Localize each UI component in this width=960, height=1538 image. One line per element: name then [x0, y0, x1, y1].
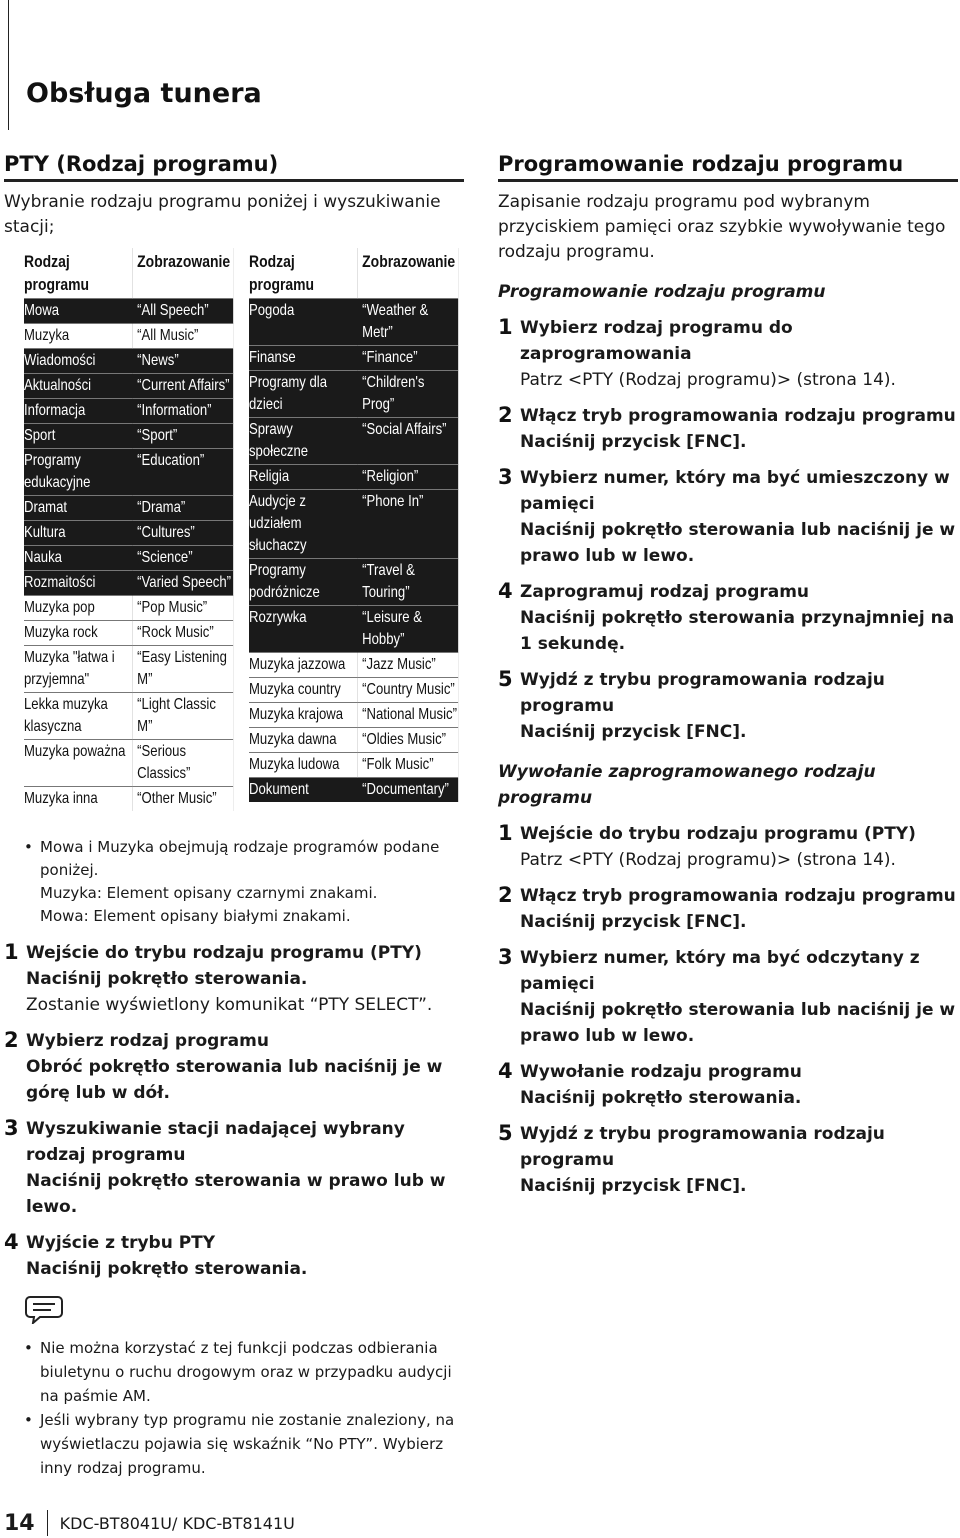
programming-heading: Programowanie rodzaju programu: [498, 152, 958, 182]
display-label-cell: “Weather & Metr”: [357, 299, 458, 346]
step-title: Wybierz rodzaj programu: [26, 1031, 269, 1051]
step-title: Wyjdź z trybu programowania rodzaju programu: [520, 670, 885, 716]
table-row: [24, 324, 233, 349]
step-number: 4: [498, 1059, 513, 1083]
step-action: Naciśnij pokrętło sterowania przynajmniej na 1 sekundę.: [520, 608, 955, 654]
program-type-cell: Sprawy społeczne: [249, 418, 357, 465]
table-row: [24, 496, 233, 521]
step-action: Naciśnij przycisk [FNC].: [520, 722, 747, 742]
table-row: [24, 596, 233, 621]
step-number: 5: [498, 667, 513, 691]
page-title: Obsługa tunera: [26, 78, 262, 109]
display-label-cell: “National Music”: [357, 703, 458, 728]
program-type-cell: Muzyka pop: [24, 596, 132, 621]
display-label-cell: “Science”: [132, 546, 233, 571]
program-type-cell: Kultura: [24, 521, 132, 546]
table-row: [249, 753, 458, 778]
step-item: [498, 403, 958, 455]
step-action: Naciśnij pokrętło sterowania lub naciśnij je w prawo lub w lewo.: [520, 520, 956, 566]
program-type-cell: Finanse: [249, 346, 357, 371]
step-item: [498, 945, 958, 1049]
program-type-cell: Rozmaitości: [24, 571, 132, 596]
display-label-cell: “Leisure & Hobby”: [357, 606, 458, 653]
step-item: [498, 465, 958, 569]
table-row: [249, 703, 458, 728]
program-type-cell: Muzyka: [24, 324, 132, 349]
step-item: [4, 1028, 464, 1106]
pty-steps: [4, 940, 464, 1282]
program-type-cell: Rozrywka: [249, 606, 357, 653]
display-label-cell: “Light Classic M”: [132, 693, 233, 740]
list-item: [24, 836, 464, 928]
display-label-cell: “Sport”: [132, 424, 233, 449]
step-item: [498, 667, 958, 745]
model-name: KDC-BT8041U/ KDC-BT8141U: [59, 1513, 295, 1533]
program-type-cell: Audycje z udziałem słuchaczy: [249, 490, 357, 559]
step-title: Zaprogramuj rodzaj programu: [520, 582, 810, 602]
table-row: [24, 571, 233, 596]
margin-rule: [8, 0, 9, 130]
table-row: [24, 546, 233, 571]
table-row: [249, 346, 458, 371]
display-label-cell: “Education”: [132, 449, 233, 496]
page-footer: [4, 1508, 295, 1538]
recall-steps: [498, 821, 958, 1199]
pty-table-1: [24, 248, 233, 811]
table-header-type: Rodzaj programu: [249, 248, 357, 299]
step-detail: Zostanie wyświetlony komunikat “PTY SELECT”.: [26, 995, 433, 1015]
step-item: [498, 579, 958, 657]
program-type-cell: Muzyka ludowa: [249, 753, 357, 778]
programming-intro: Zapisanie rodzaju programu pod wybranym przyciskiem pamięci oraz szybkie wywoływanie tego rodzaju programu.: [498, 192, 946, 262]
table-row: [249, 559, 458, 606]
table-row: [249, 778, 458, 803]
tips-list: [4, 1336, 464, 1480]
note-main: Mowa i Muzyka obejmują rodzaje programów podane poniżej.: [40, 838, 440, 879]
display-label-cell: “Rock Music”: [132, 621, 233, 646]
table-row: [24, 693, 233, 740]
step-number: 2: [498, 883, 513, 907]
table-row: [24, 424, 233, 449]
step-number: 1: [498, 821, 513, 845]
display-label-cell: “All Speech”: [132, 299, 233, 324]
program-type-cell: Sport: [24, 424, 132, 449]
step-action: Naciśnij pokrętło sterowania w prawo lub w lewo.: [26, 1171, 446, 1217]
step-number: 2: [4, 1028, 19, 1052]
step-number: 3: [498, 465, 513, 489]
step-action: Obróć pokrętło sterowania lub naciśnij je w górę lub w dół.: [26, 1057, 443, 1103]
step-title: Wyjdź z trybu programowania rodzaju programu: [520, 1124, 885, 1170]
step-item: [498, 1059, 958, 1111]
step-number: 1: [498, 315, 513, 339]
step-detail: Patrz <PTY (Rodzaj programu)> (strona 14).: [520, 850, 896, 870]
step-number: 4: [498, 579, 513, 603]
table-row: [249, 728, 458, 753]
subheading-recall: Wywołanie zaprogramowanego rodzaju programu: [498, 762, 876, 808]
left-column: [4, 152, 464, 1480]
table-row: [249, 490, 458, 559]
step-title: Wywołanie rodzaju programu: [520, 1062, 802, 1082]
pty-intro: Wybranie rodzaju programu poniżej i wyszukiwanie stacji;: [4, 192, 441, 237]
step-item: [498, 883, 958, 935]
table-row: [24, 449, 233, 496]
display-label-cell: “Phone In”: [357, 490, 458, 559]
right-column: [498, 152, 958, 1209]
display-label-cell: “Varied Speech”: [132, 571, 233, 596]
display-label-cell: “Documentary”: [357, 778, 458, 803]
display-label-cell: “Folk Music”: [357, 753, 458, 778]
step-action: Naciśnij pokrętło sterowania.: [26, 969, 308, 989]
step-number: 5: [498, 1121, 513, 1145]
display-label-cell: “Religion”: [357, 465, 458, 490]
step-item: [498, 1121, 958, 1199]
step-number: 3: [4, 1116, 19, 1140]
step-item: [498, 821, 958, 873]
display-label-cell: “Pop Music”: [132, 596, 233, 621]
program-type-cell: Muzyka krajowa: [249, 703, 357, 728]
step-title: Wyjście z trybu PTY: [26, 1233, 216, 1253]
table-header-type: Rodzaj programu: [24, 248, 132, 299]
step-item: [4, 1116, 464, 1220]
table-row: [249, 606, 458, 653]
step-action: Naciśnij pokrętło sterowania.: [520, 1088, 802, 1108]
step-action: Naciśnij pokrętło sterowania lub naciśnij je w prawo lub w lewo.: [520, 1000, 956, 1046]
program-type-cell: Pogoda: [249, 299, 357, 346]
table-row: [249, 678, 458, 703]
table-row: [24, 399, 233, 424]
table-row: [249, 371, 458, 418]
step-title: Wejście do trybu rodzaju programu (PTY): [520, 824, 916, 844]
step-title: Włącz tryb programowania rodzaju programu: [520, 886, 956, 906]
table-row: [24, 521, 233, 546]
step-title: Wybierz numer, który ma być odczytany z pamięci: [520, 948, 920, 994]
program-type-cell: Muzyka rock: [24, 621, 132, 646]
step-action: Naciśnij przycisk [FNC].: [520, 432, 747, 452]
footer-divider: [47, 1510, 48, 1536]
step-detail: Patrz <PTY (Rodzaj programu)> (strona 14).: [520, 370, 896, 390]
display-label-cell: “Easy Listening M”: [132, 646, 233, 693]
note-sub-speech: Mowa: Element opisany białymi znakami.: [40, 907, 351, 925]
display-label-cell: “All Music”: [132, 324, 233, 349]
table-row: [24, 740, 233, 787]
display-label-cell: “Children's Prog”: [357, 371, 458, 418]
display-label-cell: “Finance”: [357, 346, 458, 371]
display-label-cell: “Current Affairs”: [132, 374, 233, 399]
table-row: [24, 646, 233, 693]
display-label-cell: “Drama”: [132, 496, 233, 521]
table-row: [24, 787, 233, 812]
program-type-cell: Wiadomości: [24, 349, 132, 374]
display-label-cell: “Social Affairs”: [357, 418, 458, 465]
program-type-cell: Informacja: [24, 399, 132, 424]
program-type-cell: Muzyka "łatwa i przyjemna": [24, 646, 132, 693]
table-row: [24, 299, 233, 324]
program-type-cell: Nauka: [24, 546, 132, 571]
subheading-programming: Programowanie rodzaju programu: [498, 282, 826, 302]
display-label-cell: “Cultures”: [132, 521, 233, 546]
display-label-cell: “News”: [132, 349, 233, 374]
program-type-cell: Religia: [249, 465, 357, 490]
table-row: [249, 653, 458, 678]
step-number: 4: [4, 1230, 19, 1254]
program-type-cell: Muzyka poważna: [24, 740, 132, 787]
step-number: 2: [498, 403, 513, 427]
program-type-cell: Programy podróżnicze: [249, 559, 357, 606]
step-title: Wejście do trybu rodzaju programu (PTY): [26, 943, 422, 963]
table-header-display: Zobrazowanie: [357, 248, 458, 299]
table-row: [249, 418, 458, 465]
table-row: [249, 465, 458, 490]
pty-table-2: [249, 248, 458, 802]
table-row: [24, 349, 233, 374]
category-notes: [4, 836, 464, 928]
programming-steps: [498, 315, 958, 745]
list-item: • Jeśli wybrany typ programu nie zostanie znaleziony, na wyświetlaczu pojawia się wskaźnik “No PTY”. Wybierz inny rodzaj programu.: [24, 1408, 464, 1480]
step-action: Naciśnij przycisk [FNC].: [520, 1176, 747, 1196]
step-title: Włącz tryb programowania rodzaju programu: [520, 406, 956, 426]
list-item: • Nie można korzystać z tej funkcji podczas odbierania biuletynu o ruchu drogowym oraz w przypadku audycji na paśmie AM.: [24, 1336, 464, 1408]
step-title: Wybierz numer, który ma być umieszczony w pamięci: [520, 468, 950, 514]
display-label-cell: “Jazz Music”: [357, 653, 458, 678]
step-item: [4, 1230, 464, 1282]
program-type-cell: Muzyka country: [249, 678, 357, 703]
step-item: [498, 315, 958, 393]
display-label-cell: “Travel & Touring”: [357, 559, 458, 606]
step-item: [4, 940, 464, 1018]
note-icon: [24, 1294, 64, 1324]
display-label-cell: “Oldies Music”: [357, 728, 458, 753]
program-type-cell: Mowa: [24, 299, 132, 324]
program-type-cell: Lekka muzyka klasyczna: [24, 693, 132, 740]
step-title: Wyszukiwanie stacji nadającej wybrany rodzaj programu: [26, 1119, 405, 1165]
program-type-cell: Muzyka jazzowa: [249, 653, 357, 678]
note-sub-music: Muzyka: Element opisany czarnymi znakami.: [40, 884, 378, 902]
step-number: 1: [4, 940, 19, 964]
step-action: Naciśnij pokrętło sterowania.: [26, 1259, 308, 1279]
display-label-cell: “Other Music”: [132, 787, 233, 812]
step-action: Naciśnij przycisk [FNC].: [520, 912, 747, 932]
step-number: 3: [498, 945, 513, 969]
program-type-cell: Muzyka dawna: [249, 728, 357, 753]
table-row: [24, 374, 233, 399]
program-type-cell: Dokument: [249, 778, 357, 803]
display-label-cell: “Serious Classics”: [132, 740, 233, 787]
page-number: 14: [4, 1510, 35, 1536]
table-header-display: Zobrazowanie: [132, 248, 233, 299]
display-label-cell: “Information”: [132, 399, 233, 424]
step-title: Wybierz rodzaj programu do zaprogramowania: [520, 318, 793, 364]
program-type-cell: Aktualności: [24, 374, 132, 399]
table-row: [249, 299, 458, 346]
program-type-cell: Programy edukacyjne: [24, 449, 132, 496]
display-label-cell: “Country Music”: [357, 678, 458, 703]
table-row: [24, 621, 233, 646]
program-type-cell: Programy dla dzieci: [249, 371, 357, 418]
pty-heading: PTY (Rodzaj programu): [4, 152, 464, 182]
program-type-cell: Muzyka inna: [24, 787, 132, 812]
pty-tables: [24, 248, 464, 826]
program-type-cell: Dramat: [24, 496, 132, 521]
